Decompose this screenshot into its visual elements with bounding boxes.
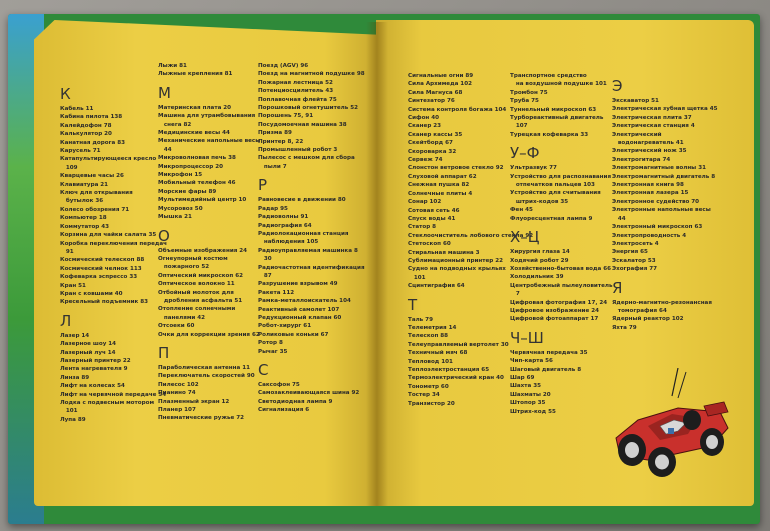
index-entry: водонагреватель 41 [612,140,684,147]
index-entry: Лифт на колесах 54 [60,383,125,390]
index-entry: Реактивный самолет 107 [258,306,340,313]
index-entry: Коробка переключения передач [60,240,168,247]
index-entry: Лодка с подвесным мотором [60,400,155,406]
index-entry: 44 [158,146,172,153]
index-entry: Чип-карта 56 [510,358,553,365]
index-entry: Пылесос с мешком для сбора [258,155,355,162]
index-letter-heading: О [158,226,170,245]
index-entry: Морские фары 89 [158,188,217,195]
index-entry: Робот-хирург 61 [258,323,312,330]
index-entry: Ультразвук 77 [510,165,557,172]
index-entry: Лифт на червячной передаче 54 [60,391,167,398]
index-entry: Термоэлектрический кран 40 [408,375,504,382]
index-entry: Лазер 14 [60,332,90,339]
index-entry: Лупа 89 [60,416,86,423]
index-entry: Кран 51 [60,282,86,289]
index-entry: Червячная передача 35 [510,349,588,356]
index-entry: Скейтборд 67 [408,140,453,147]
index-entry: Планер 107 [158,407,196,413]
index-entry: Солнечные плиты 4 [408,190,473,197]
index-entry: Электрическая плита 37 [612,114,692,121]
index-entry: Цифровой фотоаппарат 17 [510,316,599,323]
book-gutter [366,22,388,506]
index-entry: Шар 69 [510,374,535,381]
index-letter-heading: Т [408,295,418,314]
index-entry: Электронная книга 98 [612,182,684,189]
index-entry: Саксофон 75 [258,382,300,388]
index-letter-heading: Э [612,77,623,95]
index-entry: Линза 89 [60,374,90,381]
index-entry: Флуоресцентная лампа 9 [510,215,593,222]
index-entry: Кабина пилота 138 [60,114,123,121]
index-entry: Кабель 11 [60,106,94,112]
index-letter-heading: Р [258,176,268,195]
index-entry: Слуховой аппарат 62 [408,173,477,180]
index-entry: пыли 7 [258,163,287,170]
index-entry: Огнеупорный костюм [158,255,228,262]
index-entry: Мышка 21 [158,214,192,221]
index-entry: Материнская плата 20 [158,104,232,111]
index-entry: Туннельный микроскоп 63 [510,106,597,113]
index-entry: Пневматические ружье 72 [158,415,245,422]
index-entry: Электронная лазера 15 [612,190,689,197]
index-entry: Канатная дорога 83 [60,139,126,146]
index-entry: Калейдофон 78 [60,122,112,129]
index-entry: Отопление солнечными [158,306,236,313]
index-entry: Стеклоочиститель лобового стекла 92 [408,232,534,239]
index-entry: Колесо обозрения 71 [60,206,130,213]
index-entry: Лазерный луч 14 [60,349,116,356]
index-entry: 101 [60,408,78,415]
index-entry: Снежная пушка 82 [408,182,470,189]
index-entry: Принтер 8, 22 [258,138,304,145]
index-letter-heading: П [158,343,170,362]
index-letter-heading: Л [60,311,72,330]
index-entry: Посудомоечная машина 38 [258,121,347,128]
index-letter-heading: Ч–Ш [510,328,544,347]
index-entry: Сканер кассы 35 [408,131,463,138]
index-entry: Электронное судейство 70 [612,198,700,205]
index-entry: бутылок 36 [60,198,104,205]
index-entry: Сцинтиграфия 64 [408,283,465,290]
index-entry: Судно на подводных крыльях [408,266,506,273]
index-entry: Ключ для открывания [60,190,133,197]
index-entry: Промышленный робот 3 [258,147,338,154]
index-entry: Редукционный клапан 60 [258,314,342,321]
index-entry: Телеуправляемый вертолет 30 [408,341,509,348]
index-entry: Электросеть 4 [612,240,659,247]
index-entry: Тонометр 60 [408,383,449,390]
index-entry: Труба 75 [510,98,539,105]
index-entry: Поплавочная флейта 75 [258,96,337,103]
index-entry: дробления асфальта 51 [158,297,243,304]
index-entry: Кресельный подъемник 83 [60,299,149,306]
index-entry: Цифровая фотография 17, 24 [510,299,608,306]
index-entry: панелями 42 [158,314,206,321]
index-entry: пожарного 52 [158,264,210,271]
index-entry: Лыжные крепления 81 [158,71,233,78]
index-entry: Шаговый двигатель 8 [510,366,582,373]
index-entry: Эхография 77 [612,266,658,273]
index-entry: Микрофон 15 [158,172,203,179]
index-entry: Лазерное шоу 14 [60,341,117,348]
index-entry: Синтезатор 76 [408,98,455,105]
index-entry: Холодильник 39 [510,274,564,281]
index-entry: Устройство для распознавания [510,173,612,180]
index-entry: Медицинские весы 44 [158,130,230,137]
index-entry: Телескоп 88 [408,333,449,340]
index-entry: Мусоровоз 50 [158,205,203,212]
index-entry: Объемные изображения 24 [158,247,248,254]
index-entry: Космический телескоп 88 [60,257,145,264]
index-entry: Яхта 79 [612,324,637,331]
index-entry: Кран с ковшами 40 [60,290,123,297]
index-entry: Механические напольные весы [158,138,261,145]
index-entry: 30 [258,256,272,263]
index-entry: Разрушение взрывом 49 [258,281,338,288]
index-entry: штрих-кодов 35 [510,198,569,205]
index-entry: Экскаватор 51 [612,98,659,104]
index-letter-heading: С [258,361,269,379]
index-entry: Стетоскоп 60 [408,241,451,248]
index-entry: Электрогитара 74 [612,156,671,163]
index-entry: Ротор 8 [258,340,283,347]
index-entry: Рамка-металлоискатель 104 [258,298,351,305]
index-entry: Роликовые коньки 67 [258,331,329,338]
index-entry: Отсоеки 60 [158,323,195,330]
index-entry: Самозаклеивающаяся шина 92 [258,390,360,397]
index-entry: Порошковый огнетушитель 52 [258,105,358,112]
index-entry: Сонар 102 [408,199,442,206]
index-entry: Турбореактивный двигатель [510,115,604,122]
index-entry: Оптический микроскоп 62 [158,272,244,279]
index-entry: снега 82 [158,121,192,128]
index-letter-heading: М [158,83,171,102]
index-entry: Сифон 40 [408,115,440,122]
index-entry: Оптическое волокно 11 [158,281,235,288]
index-letter-heading: Х–Ц [510,228,540,247]
index-entry: Радиолокационная станция [258,230,349,237]
index-entry: Ядерно-магнитно-резонансная [612,299,712,306]
index-entry: Лыжи 81 [158,63,187,69]
index-entry: Параболическая антенна 11 [158,364,250,371]
index-entry: Пианино 74 [158,390,196,397]
index-entry: Корзина для чайки салата 35 [60,232,157,239]
index-entry: Катапультирующееся кресло [60,156,157,163]
index-entry: Калькулятор 20 [60,131,112,138]
index-entry: Отбойный молоток для [158,289,234,296]
index-entry: Турецкая кофеварка 33 [510,131,589,138]
index-entry: Поезд (AGV) 96 [258,63,309,69]
index-entry: Тепловод 101 [408,358,453,365]
index-entry: Электронные напольные весы [612,207,711,214]
index-entry: Микроволновая печь 38 [158,155,236,162]
index-entry: Компьютер 18 [60,215,107,222]
index-entry: Транзистор 20 [408,400,455,407]
rc-car-illustration [608,368,732,480]
index-entry: 87 [258,272,272,279]
index-entry: Шахматы 20 [510,391,551,398]
index-entry: Радиоуправляемая машинка 8 [258,247,358,254]
index-entry: Транспортное средство [510,73,587,79]
index-entry: Мультимедийный центр 10 [158,197,247,204]
index-entry: Сила Магнуса 68 [408,89,463,96]
index-entry: Равновесие в движении 80 [258,197,346,204]
index-entry: Цифровое изображение 24 [510,307,599,314]
index-entry: Электронный микроскоп 63 [612,224,703,231]
index-entry: Устройство для считывания [510,190,601,197]
index-entry: Радар 95 [258,205,288,212]
index-entry: Таль 79 [408,316,433,323]
index-entry: 91 [60,248,74,255]
index-entry: Космический челнок 113 [60,265,142,272]
index-entry: Ходячий робот 29 [510,257,569,264]
index-entry: Очки для коррекции зрения 62 [158,331,260,338]
index-entry: Хирургия глаза 14 [510,249,570,256]
right-col-3 [612,72,728,332]
right-col-2 [510,72,614,416]
index-entry: Тромбон 75 [510,89,548,96]
index-entry: 101 [408,274,426,281]
index-entry: Электромагнитные волны 31 [612,165,706,172]
index-entry: Радиография 64 [258,222,312,229]
index-entry: Штрих-код 55 [510,408,556,415]
index-entry: Лента нагревателя 9 [60,366,128,373]
index-entry: Мобильный телефон 46 [158,180,236,187]
index-entry: 109 [60,164,78,171]
index-entry: Плазменный экран 12 [158,398,230,405]
index-entry: Призма 89 [258,130,292,137]
index-entry: Кварцевые часы 26 [60,173,124,180]
index-letter-heading: У–Ф [510,144,540,163]
index-entry: Хозяйственно-бытовая вода 66 [510,265,612,272]
index-entry: Порошень 75, 91 [258,113,314,120]
index-entry: Сервеж 74 [408,157,443,164]
index-entry: Электрический [612,131,662,138]
index-entry: Стиральная машина 3 [408,249,480,256]
index-entry: Пилесос 102 [158,381,199,388]
index-entry: Электромагнитный двигатель 8 [612,173,716,180]
index-entry: Радиоволны 91 [258,214,309,221]
index-entry: Микропроцессор 20 [158,163,223,170]
index-entry: отпечатков пальцев 103 [510,182,595,189]
index-entry: Лазерный принтер 22 [60,357,131,364]
index-entry: Электрическая зубная щетка 45 [612,106,718,113]
index-entry: Машина для утрамбовывания [158,113,256,120]
index-entry: Переключатель скоростей 90 [158,373,255,380]
index-entry: Сублимационный принтер 22 [408,257,504,264]
index-entry: 107 [510,123,528,130]
index-entry: Сила Архимеда 102 [408,81,472,88]
index-entry: Клавиатура 21 [60,181,109,188]
index-entry: Теплоэлектростанция 65 [408,367,490,373]
index-entry: Потенциосцилитель 43 [258,88,334,95]
index-entry: Сигнализация 6 [258,407,310,414]
index-entry: Радиочастотная идентификация [258,264,365,271]
index-entry: Сканер 23 [408,123,442,130]
index-entry: Сигнальные огни 89 [408,73,474,79]
index-entry: Центробежный пылеуловитель [510,282,613,289]
index-entry: 7 [510,291,520,298]
index-entry: Рычаг 35 [258,348,288,355]
index-entry: Светодиодная лампа 9 [258,398,333,405]
index-entry: Пожарная лестница 52 [258,79,333,86]
index-entry: Кофеварка эспрессо 33 [60,274,138,281]
index-entry: Скороварка 32 [408,148,457,155]
index-entry: Коммутатор 43 [60,223,110,230]
left-col-3 [258,62,368,415]
index-entry: Телеметрия 14 [408,324,457,331]
left-col-2 [158,62,261,423]
index-entry: Техничный мяч 68 [408,350,468,357]
index-entry: Ядерный реактор 102 [612,316,684,323]
index-entry: Слонстон ветровое стекло 92 [408,165,504,172]
index-entry: Электропроводность 4 [612,232,687,239]
index-letter-heading: Я [612,278,623,297]
index-entry: Поезд на магнитной подушке 98 [258,71,365,78]
index-entry: Система контроля богажа 104 [408,106,507,113]
index-entry: Статор 8 [408,224,437,231]
index-entry: 44 [612,215,626,222]
index-entry: Штопор 35 [510,400,546,407]
index-entry: на воздушной подушке 101 [510,81,607,88]
index-entry: Спуск воды 41 [408,215,456,222]
index-entry: Электрический нож 35 [612,148,687,155]
index-letter-heading: К [60,85,71,103]
index-entry: Сотовая сеть 46 [408,207,460,214]
index-entry: Электрическая станция 4 [612,123,695,130]
index-entry: Фен 45 [510,207,533,214]
index-entry: Тостер 34 [408,392,440,399]
index-entry: Шахта 35 [510,383,542,390]
index-entry: наблюдения 105 [258,239,319,246]
index-entry: томография 64 [612,307,667,314]
index-entry: Ракета 112 [258,289,295,296]
index-entry: Эскалатор 53 [612,257,656,264]
index-entry: Энергия 65 [612,249,648,256]
index-entry: Карусель 71 [60,148,101,155]
